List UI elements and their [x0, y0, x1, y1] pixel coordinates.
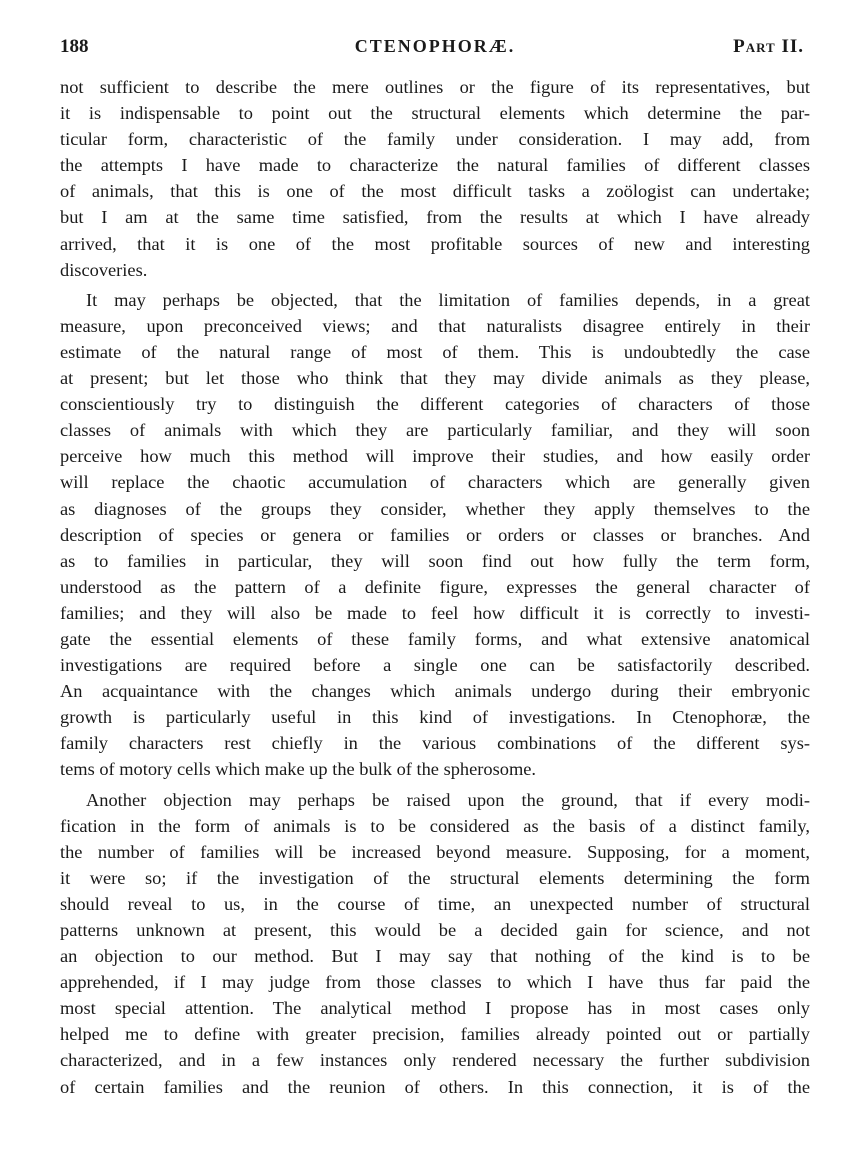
text-line: classes of animals with which they are particularly familiar, and they will soon	[60, 420, 810, 441]
paragraph	[60, 787, 810, 1100]
text-line: Another objection may perhaps be raised upon the ground, that if every modi-	[86, 789, 810, 810]
paragraph	[60, 74, 810, 283]
text-line: family characters rest chiefly in the various combinations of the different sys-	[60, 733, 810, 754]
text-line: An acquaintance with the changes which animals undergo during their embryonic	[60, 681, 810, 702]
text-line: perceive how much this method will improve their studies, and how easily order	[60, 446, 810, 467]
text-line: ticular form, characteristic of the family under consideration. I may add, from	[60, 129, 810, 150]
text-line: most special attention. The analytical method I propose has in most cases only	[60, 998, 810, 1019]
running-head	[60, 30, 810, 64]
text-line: description of species or genera or families or orders or classes or branches. And	[60, 524, 810, 545]
text-line: patterns unknown at present, this would be a decided gain for science, and not	[60, 920, 810, 940]
text-line: not sufficient to describe the mere outlines or the figure of its representatives, but	[60, 77, 810, 97]
text-line: an objection to our method. But I may say that nothing of the kind is to be	[60, 946, 810, 967]
running-title: CTENOPHORÆ.	[354, 36, 516, 56]
text-line: of certain families and the reunion of others. In this connection, it is of the	[60, 1076, 810, 1097]
text-line: will replace the chaotic accumulation of characters which are generally given	[60, 472, 810, 493]
body-text	[60, 74, 810, 1100]
text-line: the number of families will be increased beyond measure. Supposing, for a moment,	[60, 841, 810, 862]
text-line: gate the essential elements of these family forms, and what extensive anatomical	[60, 628, 810, 649]
text-line: as to families in particular, they will soon find out how fully the term form,	[60, 550, 810, 571]
text-line: It may perhaps be objected, that the limitation of families depends, in a great	[86, 289, 810, 310]
text-line: arrived, that it is one of the most profitable sources of new and interesting	[60, 233, 810, 254]
text-line: investigations are required before a single one can be satisfactorily described.	[60, 655, 810, 676]
text-line: measure, upon preconceived views; and that naturalists disagree entirely in their	[60, 315, 810, 336]
text-line: characterized, and in a few instances only rendered necessary the further subdivision	[60, 1050, 810, 1071]
text-line: discoveries.	[60, 259, 148, 280]
text-line: helped me to define with greater precision, families already pointed out or partially	[60, 1024, 810, 1045]
text-line: it is indispensable to point out the structural elements which determine the par-	[60, 103, 810, 124]
part-label: Part II.	[733, 36, 804, 57]
text-line: tems of motory cells which make up the bulk of the spherosome.	[60, 759, 537, 780]
text-line: of animals, that this is one of the most difficult tasks a zoölogist can undertake;	[60, 181, 810, 202]
text-line: it were so; if the investigation of the structural elements determining the form	[60, 867, 810, 888]
page-number: 188	[60, 36, 89, 57]
text-line: as diagnoses of the groups they consider, whether they apply themselves to the	[60, 498, 810, 519]
text-line: growth is particularly useful in this kind of investigations. In Ctenophoræ, the	[60, 707, 810, 728]
text-line: estimate of the natural range of most of them. This is undoubtedly the case	[60, 341, 810, 362]
text-line: fication in the form of animals is to be considered as the basis of a distinct family,	[60, 815, 810, 836]
text-line: conscientiously try to distinguish the different categories of characters of those	[60, 394, 810, 415]
text-line: should reveal to us, in the course of time, an unexpected number of structural	[60, 893, 810, 914]
text-line: the attempts I have made to characterize the natural families of different classes	[60, 155, 810, 176]
paragraph	[60, 287, 810, 783]
text-line: apprehended, if I may judge from those classes to which I have thus far paid the	[60, 972, 810, 993]
text-line: understood as the pattern of a definite figure, expresses the general character of	[60, 576, 810, 597]
text-line: families; and they will also be made to feel how difficult it is correctly to investi-	[60, 602, 810, 623]
book-page	[60, 30, 810, 1100]
text-line: at present; but let those who think that they may divide animals as they please,	[60, 368, 810, 389]
text-line: but I am at the same time satisfied, from the results at which I have already	[60, 207, 810, 228]
